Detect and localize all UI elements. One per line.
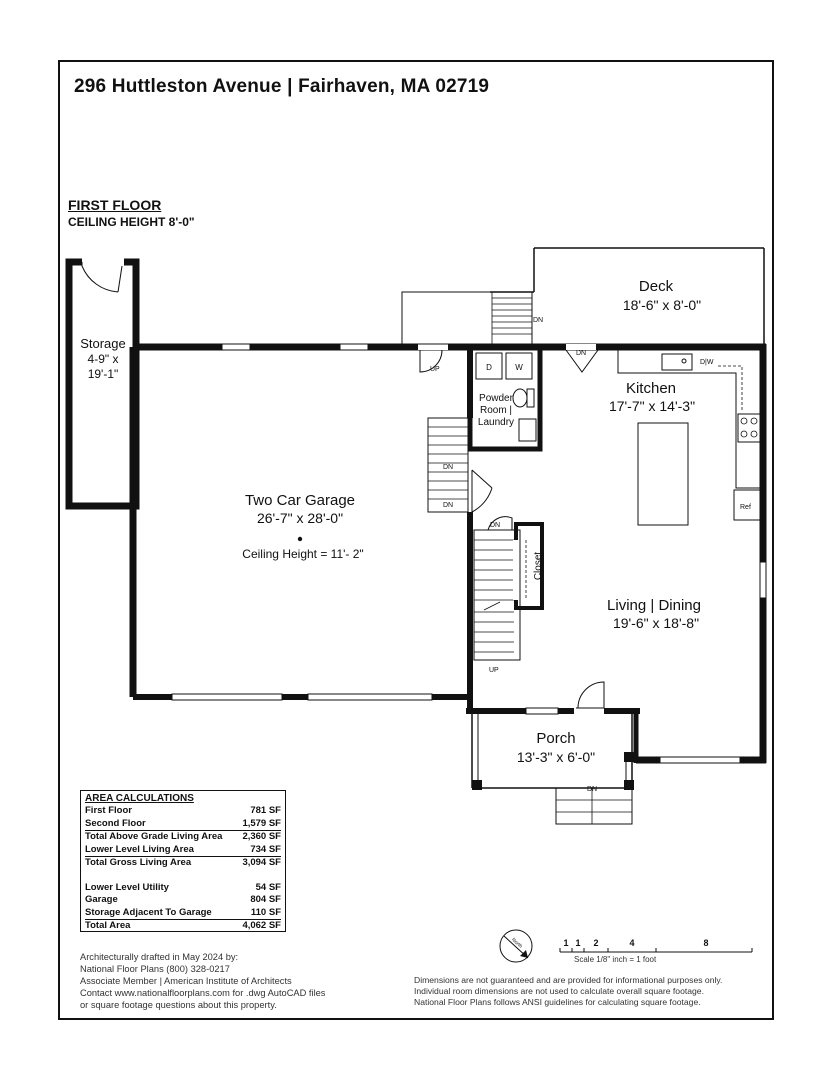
deck-label: Deck [638,278,674,295]
washer-label: W [515,363,523,372]
area-row: Total Gross Living Area 3,094 SF [85,857,281,868]
deck-stair-dn: DN [533,317,544,324]
garage-up-label: UP [430,366,440,373]
north-label: North [510,936,524,950]
powder-label-1: Powder [479,393,513,404]
area-row: Lower Level Utility 54 SF [85,881,281,893]
area-row: Lower Level Living Area 734 SF [85,844,281,858]
deck [402,248,764,344]
north-arrow [500,930,532,962]
storage-label: Storage [80,336,126,351]
kitchen-dims: 17'-7" x 14'-3" [608,398,696,414]
garage-dims: 26'-7" x 28'-0" [256,510,344,526]
ceiling-height: CEILING HEIGHT 8'-0" [68,215,195,229]
area-row: Second Floor 1,579 SF [85,818,281,832]
area-row: Storage Adjacent To Garage 110 SF [85,907,281,921]
storage-room [69,262,136,506]
floor-title: FIRST FLOOR [68,197,162,213]
main-stair-up: UP [489,667,499,674]
powder-label-3: Laundry [477,417,515,428]
scale-bar [560,938,752,952]
scale-tick-3: 2 [593,938,599,948]
living-labels [607,597,701,631]
area-row: Garage 804 SF [85,894,281,905]
disclaimer: Dimensions are not guaranteed and are provided for informational purposes only. Individual room dimensions are not used to calculate overall square footage. National Floor Plans follows ANSI guidelines for calculating square footage. [414,975,723,1007]
garage-stair-dn-2: DN [443,502,454,509]
garage-ceiling-note: Ceiling Height = 11'- 2" [242,547,364,561]
closet-label: Closet [533,551,544,581]
area-row: Total Area 4,062 SF [85,920,281,931]
scale-tick-5: 8 [703,938,709,948]
area-calc-title: AREA CALCULATIONS [85,793,194,804]
main-stair-dn: DN [490,522,501,529]
garage-walls [133,344,470,714]
area-calculations [80,790,286,932]
garage-stairs [428,418,468,512]
area-row: First Floor 781 SF [85,805,281,816]
kitchen-door-dn: DN [576,350,587,357]
scale-tick-2: 1 [575,938,581,948]
property-address: 296 Huttleston Avenue | Fairhaven, MA 02719 [74,76,490,97]
drafting-credits: Architecturally drafted in May 2024 by: National Floor Plans (800) 328-0217 Associate Member | American Institute of Architects Contact www.nationalfloorplans.com for .dwg AutoCAD files or square footage questions about this property. [80,952,326,1010]
main-stairs [474,517,544,674]
kitchen [609,350,760,525]
area-row: Total Above Grade Living Area 2,360 SF [85,831,281,842]
scale-tick-1: 1 [563,938,569,948]
porch [472,714,634,824]
dryer-label: D [486,363,492,372]
garage-label: Two Car Garage [244,492,356,509]
powder-label-2: Room | [479,405,513,416]
fridge-label: Ref [740,504,751,511]
porch-label: Porch [536,730,576,747]
scale-tick-4: 4 [629,938,635,948]
kitchen-label: Kitchen [625,380,677,397]
powder-laundry [470,347,540,512]
living-label: Living | Dining [607,597,701,614]
storage-dim-1: 4-9" x [87,352,119,366]
scale-label: Scale 1/8" inch = 1 foot [574,955,657,964]
garage-labels [242,492,363,561]
porch-stair-dn: DN [587,786,598,793]
deck-dims: 18'-6" x 8'-0" [622,297,702,313]
garage-stair-dn-1: DN [443,464,454,471]
dishwasher-label: D|W [700,359,714,366]
storage-dim-2: 19'-1" [87,367,119,381]
porch-dims: 13'-3" x 6'-0" [516,749,596,765]
living-dims: 19'-6" x 18'-8" [612,615,700,631]
